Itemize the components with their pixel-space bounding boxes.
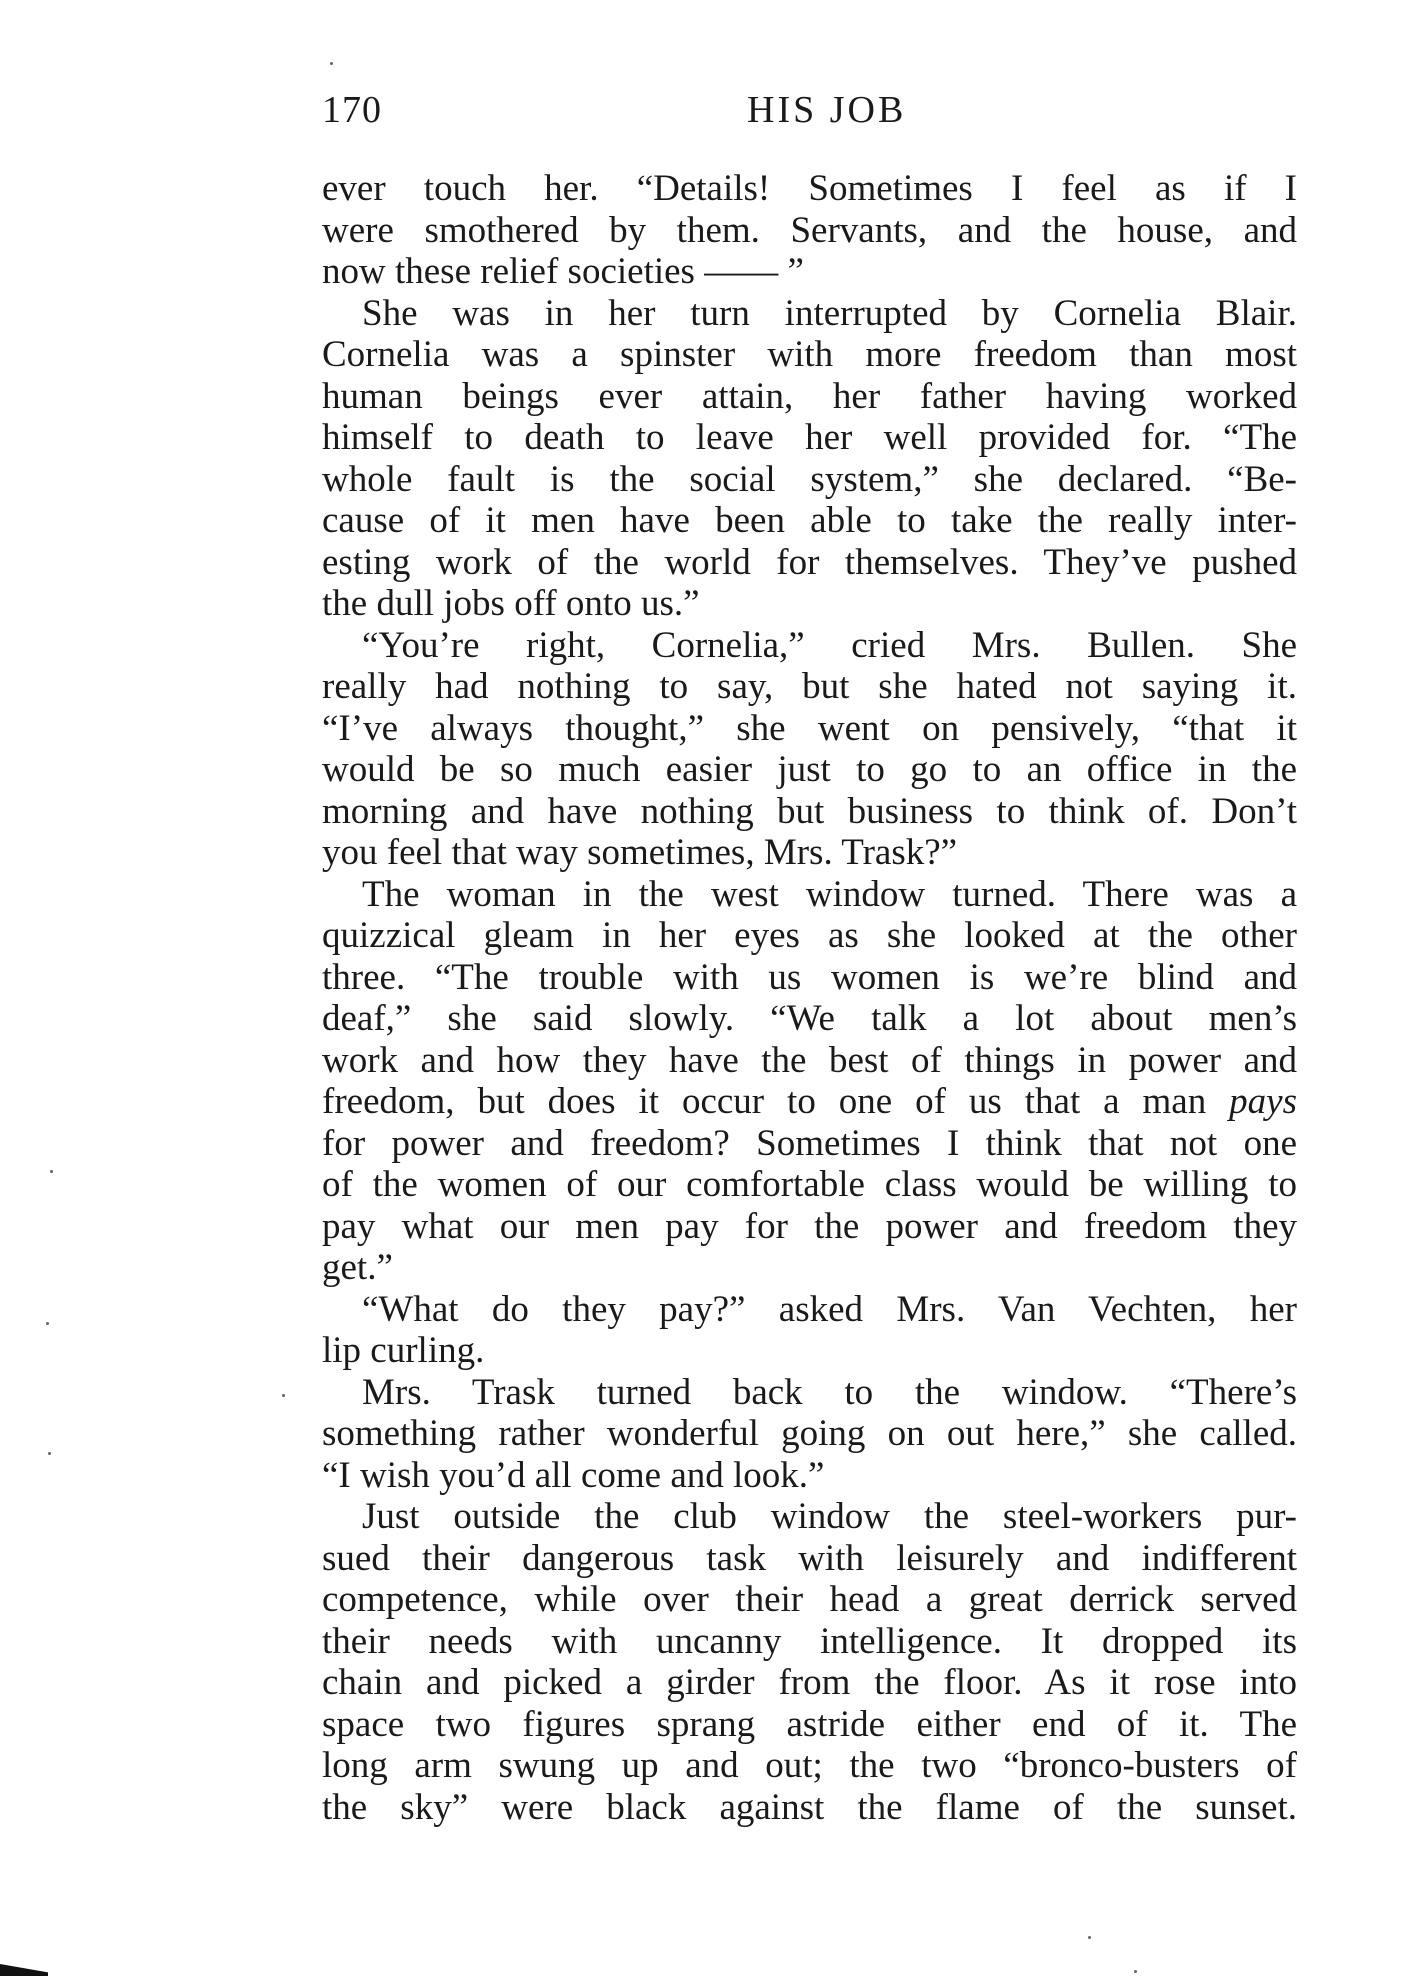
text-line: their needs with uncanny intelligence. It dropped its [322, 1620, 1297, 1662]
text-line: “I’ve always thought,” she went on pensively, “that it [322, 707, 1297, 749]
text-line: really had nothing to say, but she hated not saying it. [322, 666, 1297, 707]
text-line: ever touch her. “Details! Sometimes I feel as if I [322, 168, 1297, 209]
paper-speck [1134, 1970, 1137, 1973]
text-line: “What do they pay?” asked Mrs. Van Vechten, her [362, 1288, 1297, 1330]
text-line: whole fault is the social system,” she declared. “Be- [322, 458, 1297, 500]
paper-speck [1088, 1936, 1091, 1939]
text-line: the sky” were black against the flame of the sunset. [322, 1786, 1297, 1828]
text-line: competence, while over their head a great derrick served [322, 1579, 1297, 1620]
text-line: himself to death to leave her well provided for. “The [322, 417, 1297, 458]
text-line: for power and freedom? Sometimes I think that not one [322, 1122, 1297, 1164]
text-line: three. “The trouble with us women is we’re blind and [322, 956, 1297, 998]
page-edge-mark [0, 1964, 48, 1976]
text-line: were smothered by them. Servants, and the house, and [322, 209, 1297, 251]
text-line: pay what our men pay for the power and freedom they [322, 1205, 1297, 1247]
text-line: esting work of the world for themselves. They’ve pushed [322, 541, 1297, 583]
paper-speck [48, 1452, 51, 1455]
paper-speck [282, 1394, 285, 1397]
text-line: Mrs. Trask turned back to the window. “There’s [362, 1371, 1297, 1413]
emphasis: pays [1229, 1081, 1297, 1122]
text-line: deaf,” she said slowly. “We talk a lot about men’s [322, 998, 1297, 1039]
body-text [322, 168, 1297, 1828]
text-line: quizzical gleam in her eyes as she looked at the other [322, 915, 1297, 956]
text-line: freedom, but does it occur to one of us that a man pays [322, 1081, 1297, 1122]
text-line: Cornelia was a spinster with more freedom than most [322, 334, 1297, 375]
text-line: the dull jobs off onto us.” [322, 583, 700, 624]
text-line: “You’re right, Cornelia,” cried Mrs. Bullen. She [362, 624, 1297, 666]
page-number: 170 [322, 89, 382, 131]
text-line: morning and have nothing but business to think of. Don’t [322, 790, 1297, 832]
running-title: HIS JOB [747, 89, 907, 131]
text-line: would be so much easier just to go to an office in the [322, 749, 1297, 790]
text-line: cause of it men have been able to take the really inter- [322, 500, 1297, 541]
text-line: work and how they have the best of things in power and [322, 1039, 1297, 1081]
text-line: chain and picked a girder from the floor. As it rose into [322, 1662, 1297, 1703]
text-line: sued their dangerous task with leisurely and indifferent [322, 1537, 1297, 1579]
text-line: lip curling. [322, 1330, 485, 1371]
text-line: of the women of our comfortable class would be willing to [322, 1164, 1297, 1205]
text-line: human beings ever attain, her father having worked [322, 375, 1297, 417]
paper-speck [330, 62, 333, 65]
text-line: Just outside the club window the steel-workers pur- [362, 1496, 1297, 1537]
paper-speck [46, 1322, 49, 1325]
text-line: space two figures sprang astride either end of it. The [322, 1703, 1297, 1745]
text-line: The woman in the west window turned. There was a [362, 873, 1297, 915]
text-line: now these relief societies —— ” [322, 251, 804, 292]
running-head [322, 88, 1322, 138]
text-line: something rather wonderful going on out here,” she called. [322, 1413, 1297, 1454]
text-line: get.” [322, 1247, 393, 1288]
text-line: long arm swung up and out; the two “bronco-busters of [322, 1745, 1297, 1786]
text-line: “I wish you’d all come and look.” [322, 1454, 825, 1496]
text-line: you feel that way sometimes, Mrs. Trask?” [322, 832, 958, 873]
paper-speck [50, 1170, 53, 1173]
text-line: She was in her turn interrupted by Cornelia Blair. [362, 292, 1297, 334]
